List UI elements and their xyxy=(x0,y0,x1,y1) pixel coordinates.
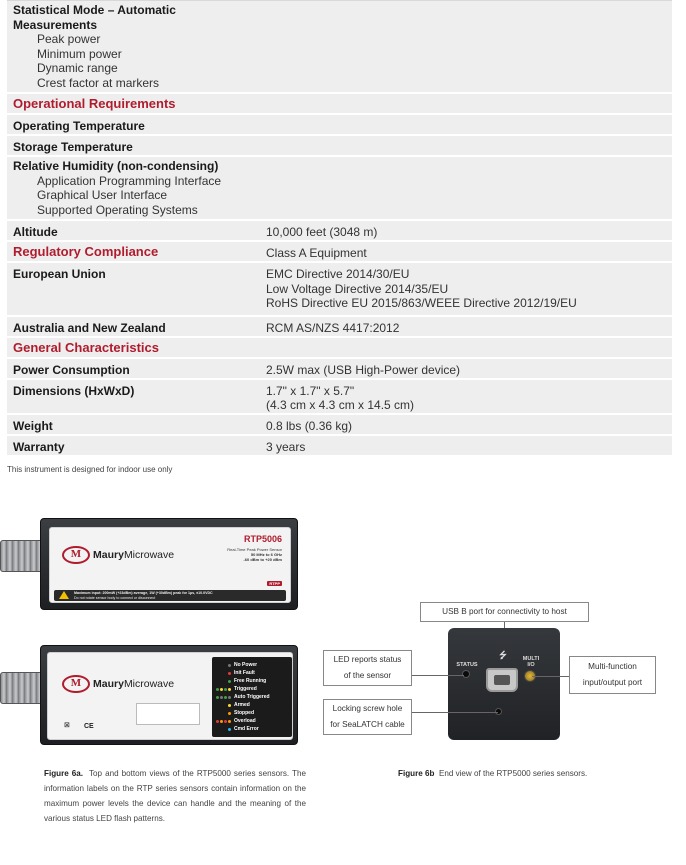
table-row: Australia and New Zealand RCM AS/NZS 4417:2012 xyxy=(7,317,672,338)
led-dots xyxy=(212,712,234,715)
table-row: European Union EMC Directive 2014/30/EU Low Voltage Directive 2014/35/EU RoHS Directive EU 2015/863/WEEE Directive 2012/19/EU xyxy=(7,263,672,317)
led-dot-icon xyxy=(216,696,219,699)
multi-io-callout-line xyxy=(532,676,569,677)
figure-6a-caption: Figure 6a. Top and bottom views of the RTP5000 series sensors. The information labels on the RTP series sensors contain information on the maximum power levels the device can handle and the meaning of the various status LED flash patterns. xyxy=(44,769,306,823)
row-value: 10,000 feet (3048 m) xyxy=(266,225,378,239)
ce-mark: CE xyxy=(84,723,94,730)
section-heading: Regulatory Compliance Class A Equipment xyxy=(7,242,672,263)
led-row: Triggered xyxy=(212,685,292,693)
sensor-bottom-label xyxy=(47,652,293,740)
maury-logo-icon: M xyxy=(62,546,90,564)
led-callout: LED reports status of the sensor xyxy=(323,650,412,686)
multi-io-callout: Multi-function input/output port xyxy=(569,656,656,694)
usb-b-port xyxy=(486,668,518,692)
row-label: Statistical Mode – Automatic Measurements xyxy=(13,3,176,32)
spec-table xyxy=(7,0,672,457)
table-row: Storage Temperature xyxy=(7,136,672,157)
weee-icon: ⊠ xyxy=(64,722,70,729)
table-row: Dimensions (HxWxD) 1.7" x 1.7" x 5.7" (4.3 cm x 4.3 cm x 14.5 cm) xyxy=(7,380,672,415)
brand-logo: M MauryMicrowave xyxy=(62,675,174,693)
led-dots xyxy=(212,720,234,723)
led-row: No Power xyxy=(212,661,292,669)
led-callout-line xyxy=(412,675,464,676)
row-value: Low Voltage Directive 2014/35/EU xyxy=(266,281,449,296)
section-heading: Operational Requirements xyxy=(7,94,672,115)
multi-io-label: MULTI I/O xyxy=(522,656,540,668)
led-dot-icon xyxy=(228,704,231,707)
table-row: Warranty 3 years xyxy=(7,436,672,457)
row-value: EMC Directive 2014/30/EU xyxy=(266,267,410,281)
led-dot-icon xyxy=(228,720,231,723)
status-led xyxy=(462,670,470,678)
led-dot-icon xyxy=(228,728,231,731)
table-row: Weight 0.8 lbs (0.36 kg) xyxy=(7,415,672,436)
indoor-use-note: This instrument is designed for indoor use only xyxy=(7,465,173,474)
sensor-connector-bottom xyxy=(0,672,44,704)
led-dots xyxy=(212,680,234,683)
led-dot-icon xyxy=(220,720,223,723)
led-dot-icon xyxy=(228,680,231,683)
sensor-info-label xyxy=(49,527,291,603)
brand-logo: M MauryMicrowave xyxy=(62,546,174,564)
sensor-bottom-view xyxy=(40,645,298,745)
led-row: Free Running xyxy=(212,677,292,685)
model-number: RTP5006 xyxy=(243,534,282,544)
led-dots xyxy=(212,672,234,675)
section-heading: General Characteristics xyxy=(7,338,672,359)
row-value: Class A Equipment xyxy=(266,246,367,260)
row-sub: Peak power xyxy=(37,32,101,46)
led-dot-icon xyxy=(220,688,223,691)
screw-callout-line xyxy=(412,712,498,713)
table-row: Relative Humidity (non-condensing) Application Programming Interface Graphical User Interface Supported Operating Systems xyxy=(7,157,672,221)
led-row: Auto Triggered xyxy=(212,693,292,701)
serial-label xyxy=(136,703,200,725)
led-dots xyxy=(212,728,234,731)
max-input-warning: Maximum input: 200mW (+23dBm) average, 1W (+30dBm) peak for 1µs, ±10.0VDC Do not rotate sensor body to connect or disconnect xyxy=(54,590,286,601)
figure-6b-caption: Figure 6b End view of the RTP5000 series sensors. xyxy=(398,769,588,778)
row-sub: Dynamic range xyxy=(37,61,118,75)
warning-icon xyxy=(59,591,69,599)
led-row: Stopped xyxy=(212,709,292,717)
row-value: 0.8 lbs (0.36 kg) xyxy=(266,418,353,433)
row-sub: Minimum power xyxy=(37,46,122,61)
rtpp-badge: RTPP xyxy=(269,581,280,586)
led-dot-icon xyxy=(228,696,231,699)
status-label: STATUS xyxy=(456,662,478,668)
row-value: RoHS Directive EU 2015/863/WEEE Directive 2012/19/EU xyxy=(266,296,577,310)
led-dot-icon xyxy=(228,688,231,691)
led-row: Cmd Error xyxy=(212,725,292,733)
row-value: (4.3 cm x 4.3 cm x 14.5 cm) xyxy=(266,398,415,412)
table-row: Altitude 10,000 feet (3048 m) xyxy=(7,221,672,242)
led-row: Init Fault xyxy=(212,669,292,677)
row-sub: Crest factor at markers xyxy=(37,75,160,90)
led-row: Armed xyxy=(212,701,292,709)
led-dots xyxy=(212,704,234,707)
sensor-top-view xyxy=(40,518,298,610)
usb-callout: USB B port for connectivity to host xyxy=(420,602,589,622)
table-row: Operating Temperature xyxy=(7,115,672,136)
maury-logo-icon: M xyxy=(62,675,90,693)
led-dot-icon xyxy=(216,720,219,723)
sensor-connector-top xyxy=(0,540,44,572)
led-row: Overload xyxy=(212,717,292,725)
led-dot-icon xyxy=(228,672,231,675)
sensor-end-view xyxy=(448,628,560,740)
led-dot-icon xyxy=(216,688,219,691)
led-dot-icon xyxy=(224,696,227,699)
led-dot-icon xyxy=(220,696,223,699)
row-value: 1.7" x 1.7" x 5.7" xyxy=(266,383,355,398)
led-legend xyxy=(212,657,292,737)
sensor-specs: Real-Time Peak Power Sensor 50 MHz to 6 GHz -60 dBm to +20 dBm xyxy=(227,547,282,562)
led-dot-icon xyxy=(224,720,227,723)
row-value: 3 years xyxy=(266,439,306,454)
led-dots xyxy=(212,664,234,667)
led-dot-icon xyxy=(228,712,231,715)
led-dots xyxy=(212,688,234,691)
led-dot-icon xyxy=(224,688,227,691)
row-value: 2.5W max (USB High-Power device) xyxy=(266,362,461,377)
screw-callout: Locking screw hole for SeaLATCH cable xyxy=(323,699,412,735)
led-dots xyxy=(212,696,234,699)
led-dot-icon xyxy=(228,664,231,667)
table-row: Power Consumption 2.5W max (USB High-Power device) xyxy=(7,359,672,380)
table-row xyxy=(7,0,672,94)
usb-icon: ⭍ xyxy=(499,650,507,660)
row-value: RCM AS/NZS 4417:2012 xyxy=(266,320,400,335)
